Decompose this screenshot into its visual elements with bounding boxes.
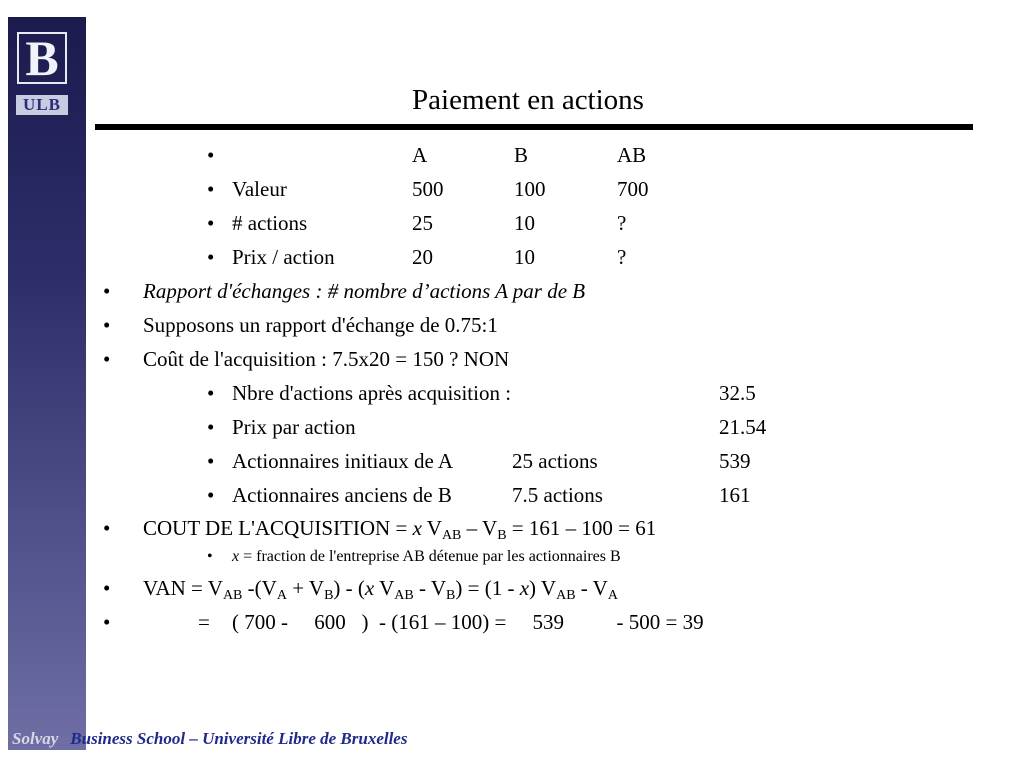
van-part: ) = (1 - (455, 576, 520, 600)
sub-ab: AB (441, 528, 462, 543)
bullet: • (103, 279, 111, 303)
footer-school: Business School – Université Libre de Bruxelles (70, 729, 408, 748)
bullet: • (207, 211, 215, 235)
detail-mid: 7.5 actions (512, 483, 603, 507)
bullet: • (207, 415, 215, 439)
detail-label: Prix par action (232, 415, 356, 439)
bullet: • (103, 347, 111, 371)
var-v: V (482, 516, 498, 540)
detail-label: Nbre d'actions après acquisition : (232, 381, 512, 405)
var-v: V (379, 576, 395, 600)
sub-a: A (607, 588, 618, 603)
row-label: # actions (232, 211, 308, 235)
sidebar-band (8, 17, 86, 750)
bullet: • (207, 143, 215, 167)
sub-ab: AB (394, 588, 414, 603)
bullet: • (103, 576, 111, 600)
bullet: • (207, 245, 215, 269)
bullet: • (207, 449, 215, 473)
bullet: • (207, 483, 215, 507)
van-part: ) (529, 576, 541, 600)
cell-ab: 700 (617, 177, 649, 201)
var-x: x (364, 576, 375, 600)
col-header-a: A (412, 143, 428, 167)
bullet: • (207, 548, 213, 565)
cell-ab: ? (617, 245, 627, 269)
sub-a: A (276, 588, 287, 603)
var-v: V (426, 516, 442, 540)
cout-formula (143, 516, 657, 543)
var-v: V (308, 576, 325, 600)
detail-label: Actionnaires anciens de B (232, 483, 452, 507)
cell-a: 25 (412, 211, 433, 235)
cell-ab: ? (617, 211, 627, 235)
row-label: Valeur (232, 177, 287, 201)
bullet: • (103, 610, 111, 634)
slide-title: Paiement en actions (412, 84, 644, 116)
solvay-logo (17, 32, 67, 84)
ulb-logo: ULB (16, 95, 68, 115)
detail-label: Actionnaires initiaux de A (232, 449, 454, 473)
sub-b: B (497, 528, 507, 543)
var-x: x (412, 516, 422, 540)
supposons-text: Supposons un rapport d'échange de 0.75:1 (143, 313, 498, 337)
var-v: V (592, 576, 608, 600)
cell-b: 10 (514, 245, 535, 269)
sub-ab: AB (556, 588, 576, 603)
var-v: V (207, 576, 223, 600)
van-formula (143, 576, 618, 603)
cell-a: 20 (412, 245, 433, 269)
x-definition-text: = fraction de l'entreprise AB détenue par les actionnaires B (239, 548, 621, 565)
cout-result: = 161 – 100 = 61 (506, 516, 657, 540)
sub-b: B (446, 588, 456, 603)
var-x: x (519, 576, 530, 600)
van-part: ) - ( (333, 576, 365, 600)
sub-ab: AB (222, 588, 243, 603)
footer (12, 729, 407, 749)
var-v: V (540, 576, 557, 600)
col-header-b: B (514, 143, 529, 167)
cell-a: 500 (412, 177, 444, 201)
detail-value: 539 (719, 449, 751, 473)
logo-letter: B (25, 30, 59, 86)
var-v: V (261, 576, 277, 600)
bullet: • (207, 177, 215, 201)
footer-solvay: Solvay (12, 729, 59, 748)
van-numeric: ( 700 - 600 ) - (161 – 100) = 539 - 500 = 39 (232, 610, 704, 634)
var-x: x (232, 548, 240, 565)
van-minus: - (413, 576, 431, 600)
van-part: -( (242, 576, 262, 600)
cell-b: 10 (514, 211, 535, 235)
detail-value: 21.54 (719, 415, 767, 439)
var-v: V (430, 576, 447, 600)
van-prefix: VAN = (143, 576, 208, 600)
cell-b: 100 (514, 177, 546, 201)
van-plus: + (286, 576, 309, 600)
bullet: • (103, 313, 111, 337)
rapport-text: Rapport d'échanges : # nombre d’actions A par de B (143, 279, 586, 303)
detail-value: 32.5 (719, 381, 756, 405)
dash: – (461, 516, 483, 540)
bullet: • (207, 381, 215, 405)
bullet: • (103, 516, 111, 540)
cout-text: Coût de l'acquisition : 7.5x20 = 150 ? NON (143, 347, 510, 371)
van-minus: - (575, 576, 593, 600)
col-header-ab: AB (617, 143, 647, 167)
sub-b: B (324, 588, 334, 603)
detail-value: 161 (719, 483, 751, 507)
x-definition (232, 548, 621, 566)
equals-sign: = (198, 610, 210, 634)
title-rule (95, 124, 973, 130)
cout-prefix: COUT DE L'ACQUISITION = (143, 516, 413, 540)
row-label: Prix / action (232, 245, 335, 269)
detail-mid: 25 actions (512, 449, 598, 473)
